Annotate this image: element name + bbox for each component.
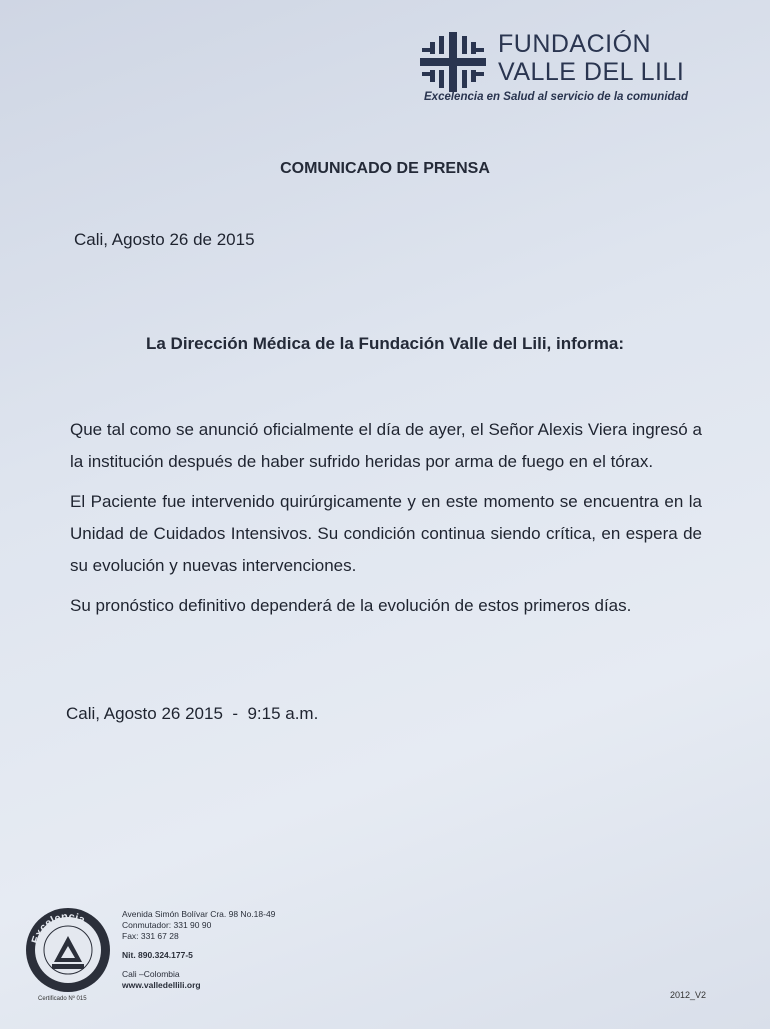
footer-fax: Fax: 331 67 28 xyxy=(122,931,179,941)
organization-name xyxy=(498,30,684,86)
footer-contact xyxy=(122,909,275,991)
certificate-number: Certificado Nº 015 xyxy=(38,996,87,1002)
organization-name-line2: VALLE DEL LILI xyxy=(498,58,685,86)
date-line: Cali, Agosto 26 de 2015 xyxy=(74,230,255,249)
document-body xyxy=(70,414,702,630)
organization-name-line1: FUNDACIÓN xyxy=(498,30,652,58)
signoff-line: Cali, Agosto 26 2015 - 9:15 a.m. xyxy=(66,704,319,723)
footer-nit: Nit. 890.324.177-5 xyxy=(122,950,193,960)
footer-address: Avenida Simón Bolívar Cra. 98 No.18-49 xyxy=(122,909,276,919)
footer-switchboard: Conmutador: 331 90 90 xyxy=(122,920,212,930)
document-version: 2012_V2 xyxy=(670,990,707,1000)
body-paragraph: Su pronóstico definitivo dependerá de la evolución de estos primeros días. xyxy=(70,596,632,615)
body-paragraph: Que tal como se anunció oficialmente el día de ayer, el Señor Alexis Viera ingresó a la institución después de haber sufrido heridas por arma de fuego en el tórax. xyxy=(70,420,702,471)
cross-logo-icon xyxy=(420,32,486,92)
footer-city: Cali –Colombia xyxy=(122,969,180,979)
organization-logo xyxy=(420,28,720,118)
footer-website[interactable]: www.valledellili.org xyxy=(122,980,201,990)
seal-text: Excelencia xyxy=(29,910,87,946)
organization-tagline: Excelencia en Salud al servicio de la comunidad xyxy=(424,91,688,103)
document-title: COMUNICADO DE PRENSA xyxy=(280,160,490,177)
document-subheading: La Dirección Médica de la Fundación Valle del Lili, informa: xyxy=(145,334,624,353)
body-paragraph: El Paciente fue intervenido quirúrgicamente y en este momento se encuentra en la Unidad de Cuidados Intensivos. Su condición continua siendo crítica, en espera de su evolución y nuevas intervenciones. xyxy=(70,492,702,575)
quality-seal-icon xyxy=(24,906,112,994)
